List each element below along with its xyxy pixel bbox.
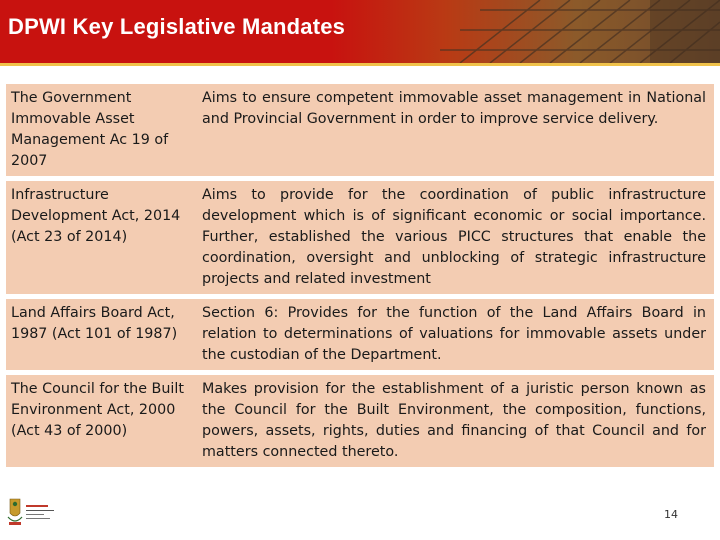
mandate-row — [6, 375, 714, 467]
act-name: The Council for the Built Environment Act, 2000 (Act 43 of 2000) — [11, 381, 184, 439]
header-divider — [0, 63, 720, 66]
act-name: Infrastructure Development Act, 2014 (Act 23 of 2014) — [11, 187, 181, 245]
mandate-row — [6, 181, 714, 294]
title-banner — [0, 0, 720, 63]
act-name: The Government Immovable Asset Management Ac 19 of 2007 — [11, 90, 169, 169]
page-title: DPWI Key Legislative Mandates — [8, 14, 346, 39]
act-name: Land Affairs Board Act, 1987 (Act 101 of 1987) — [11, 305, 178, 342]
construction-photo — [420, 0, 720, 63]
mandates-table — [6, 84, 714, 472]
act-description: Makes provision for the establishment of a juristic person known as the Council for the Built Environment, the composition, functions, powers, assets, rights, duties and financing of that Council and for matters connected thereto. — [202, 381, 706, 460]
act-description: Section 6: Provides for the function of the Land Affairs Board in relation to determinations of valuations for immovable assets under the custodian of the Department. — [202, 305, 706, 363]
act-description: Aims to provide for the coordination of public infrastructure development which is of significant economic or social importance. Further, established the various PICC structures that enable the coordination, oversight and unblocking of strategic infrastructure projects and related investment — [202, 187, 706, 287]
coat-of-arms-icon — [4, 495, 64, 535]
mandate-row — [6, 299, 714, 370]
mandate-row — [6, 84, 714, 176]
act-description: Aims to ensure competent immovable asset management in National and Provincial Government in order to improve service delivery. — [202, 90, 706, 127]
page-number: 14 — [664, 508, 678, 521]
